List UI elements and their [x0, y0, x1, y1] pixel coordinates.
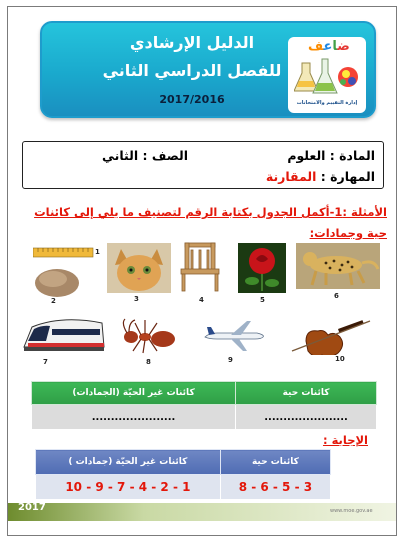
table-header-nonliving: كائنات غير الحيّة (الجمادات) [32, 382, 236, 405]
picture-number: 8 [146, 358, 151, 366]
logo-caption: إدارة التقييم والامتحانات [296, 100, 358, 106]
violin-icon [290, 317, 376, 355]
ant-icon [119, 317, 181, 355]
skill-value: المقارنة [265, 169, 317, 184]
answer-nonliving-cell: 10 - 9 - 7 - 4 - 2 - 1 [36, 475, 221, 500]
header-banner [40, 21, 376, 118]
answer-header-living: كائنات حية [220, 450, 330, 475]
table-header-living: كائنات حية [236, 382, 377, 405]
logo-word: ضاعف [308, 39, 350, 54]
airplane-icon [201, 319, 267, 353]
ruler-icon [33, 247, 101, 259]
picture-number: 3 [134, 295, 139, 303]
picture-number: 2 [51, 297, 56, 305]
academic-year: 2017/2016 [159, 93, 225, 106]
answer-label: الإجابة : [322, 433, 368, 447]
picture-number: 7 [43, 358, 48, 366]
answer-table [35, 449, 331, 500]
stone-icon [33, 265, 81, 299]
example-instruction: الأمثلة :1-أكمل الجدول بكتابة الرقم لتصنيف ما يلي إلى كائنات حية وجمادات: [34, 205, 387, 240]
answer-living-cell: 8 - 6 - 5 - 3 [220, 475, 330, 500]
answer-header-nonliving: كائنات غير الحيّة (جمادات ) [36, 450, 221, 475]
footer-year: 2017 [18, 502, 46, 513]
blank-nonliving-cell[interactable]: ...................... [32, 405, 236, 430]
picture-number: 5 [260, 296, 265, 304]
subject-label: المادة : العلوم [287, 148, 375, 163]
blank-living-cell[interactable]: ...................... [236, 405, 377, 430]
train-icon [22, 317, 106, 355]
footer-url: www.moe.gov.ae [330, 508, 373, 514]
skill-label: المهارة : المقارنة [265, 169, 375, 184]
lab-flasks-icon [294, 57, 362, 99]
ministry-logo [288, 37, 366, 113]
semester-title: للفصل الدراسي الثاني [102, 61, 282, 80]
cheetah-icon [296, 243, 380, 289]
picture-number: 1 [95, 248, 100, 256]
picture-number: 9 [228, 356, 233, 364]
picture-number: 6 [334, 292, 339, 300]
picture-number: 4 [199, 296, 204, 304]
guide-title: الدليل الإرشادي [129, 33, 255, 52]
picture-number: 10 [335, 355, 345, 363]
kitten-icon [107, 243, 171, 293]
info-box [22, 141, 384, 189]
classification-table [31, 381, 377, 430]
chair-icon [177, 241, 223, 293]
grade-label: الصف : الثاني [102, 148, 188, 163]
rose-icon [238, 243, 286, 293]
